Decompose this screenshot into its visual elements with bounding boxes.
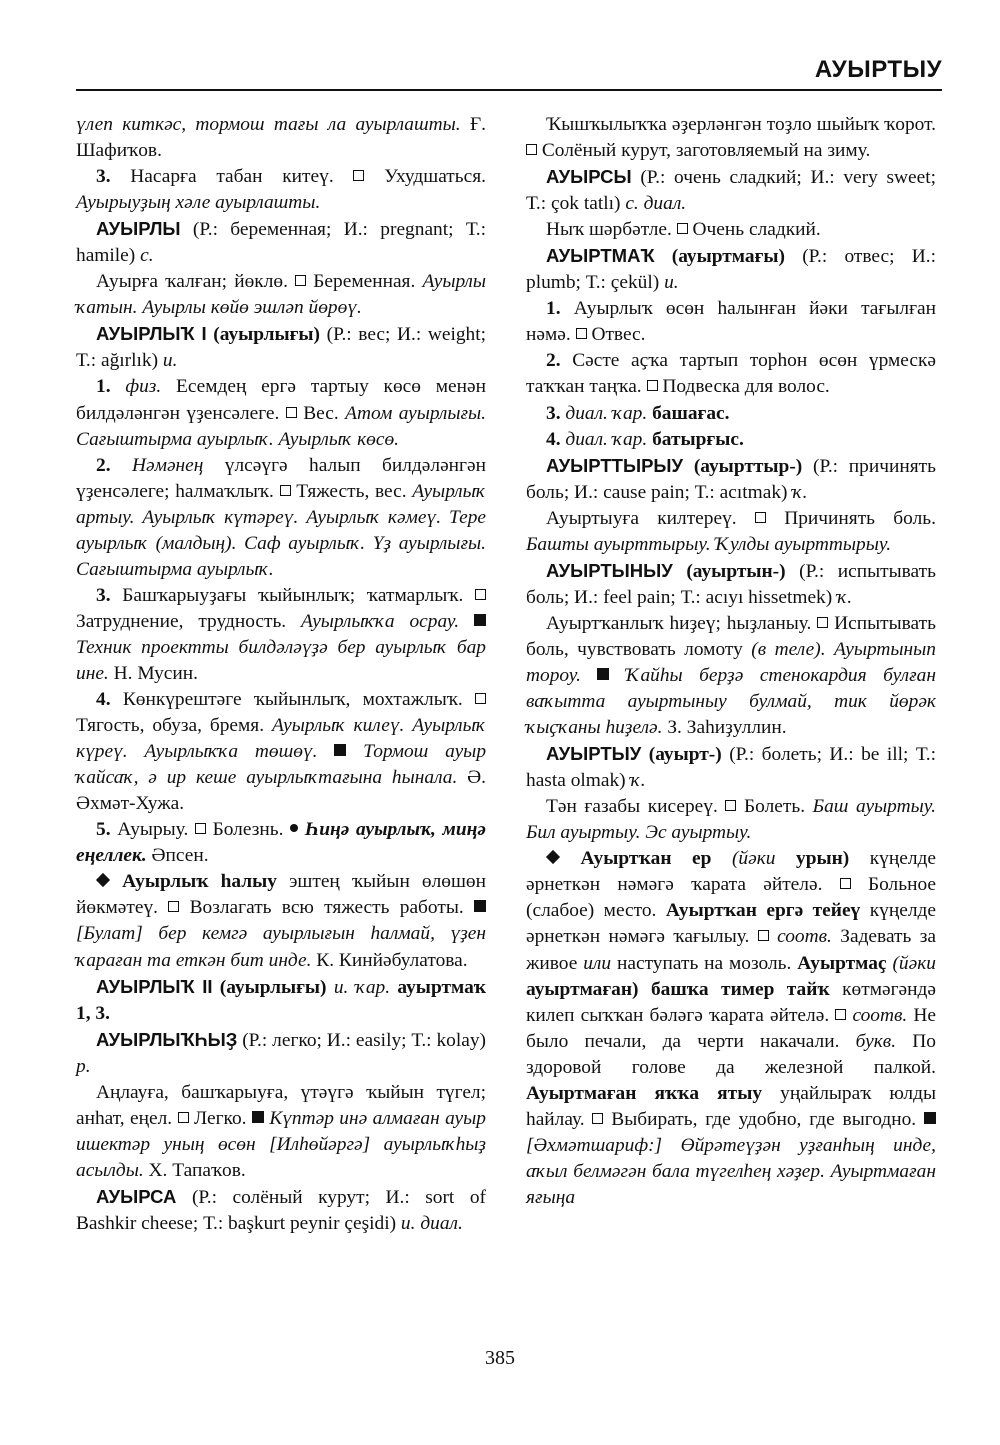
sense-4 bbox=[526, 427, 936, 453]
example-text: Ауырыуҙың хәле ауырлашты. bbox=[76, 192, 321, 214]
headword-form: (ауырлығы) bbox=[219, 976, 327, 998]
translation-marker-icon bbox=[168, 901, 179, 912]
definition: күңелде әрнеткән нәмәгә ҡағылыу. bbox=[526, 900, 936, 948]
translation-marker-icon bbox=[576, 328, 587, 339]
quotation-marker-icon bbox=[474, 614, 486, 626]
sense-1 bbox=[526, 296, 936, 348]
definition: Ауырға ҡалған; йөклө. bbox=[96, 271, 288, 293]
sense-2 bbox=[76, 453, 486, 583]
entry-auyrsa-definition bbox=[526, 112, 936, 164]
usage-label: физ. bbox=[125, 376, 162, 398]
translation: Тяжесть, вес. bbox=[296, 480, 407, 502]
translation: наступать на мозоль. bbox=[616, 952, 792, 974]
translation-marker-icon bbox=[475, 589, 486, 600]
usage-label: соотв. bbox=[777, 926, 832, 948]
definition: Ауырлыҡ өсөн һалынған йәки тағылған нәмә. bbox=[526, 298, 937, 346]
phrase-marker-icon bbox=[546, 850, 560, 864]
part-of-speech: и. bbox=[664, 272, 679, 294]
entry-auyrtyu bbox=[526, 741, 936, 794]
headword: АУЫРЛЫҠ II bbox=[96, 975, 213, 997]
entry-auyrttyryu-definition bbox=[526, 506, 936, 558]
usage-label: соотв. bbox=[852, 1004, 908, 1026]
citation-author: Ә. Әхмәт-Хужа. bbox=[76, 767, 486, 815]
entry-auyrtyu-definition bbox=[526, 794, 936, 846]
translation: Беременная. bbox=[313, 271, 416, 293]
usage-label: или bbox=[583, 952, 612, 974]
definition: Башҡарыуҙағы ҡыйынлыҡ; ҡатмарлыҡ. bbox=[122, 584, 464, 606]
translation-marker-icon bbox=[840, 878, 851, 889]
headword: АУЫРТЫНЫУ bbox=[546, 559, 673, 581]
translation: Больное (слабое) место. bbox=[526, 874, 936, 922]
translation-marker-icon bbox=[592, 1113, 603, 1124]
headword: АУЫРЛЫ bbox=[96, 218, 181, 240]
sense-number: 2. bbox=[96, 454, 111, 476]
definition: Есемдең ергә тартыу көсө менән билдәләнгән үҙенсәлеге. bbox=[76, 376, 486, 424]
translation: Солёный курут, заготовляемый на зиму. bbox=[541, 140, 871, 162]
headword: АУЫРТЫУ bbox=[546, 743, 642, 765]
quotation: [Булат] бер кемгә ауырлығын һалмай, үҙен ҡараған та еткән бит инде. bbox=[76, 923, 486, 971]
page-number: 385 bbox=[485, 1347, 515, 1369]
headword-form: (ауырлығы) bbox=[213, 324, 321, 346]
citation-author: З. Заһиҙуллин. bbox=[667, 717, 787, 739]
phraseology bbox=[76, 869, 486, 973]
definition: Ауыртҡанлыҡ һиҙеү; һыҙланыу. bbox=[546, 612, 812, 634]
phrase: Ауыртҡан ер bbox=[580, 848, 712, 870]
translation-marker-icon bbox=[755, 512, 766, 523]
example-text: Башты ауырттырыу. Ҡулды ауырттырыу. bbox=[526, 533, 892, 555]
phrase-variant-label: (йәки bbox=[892, 952, 936, 974]
phrase: ауыртмаған) башҡа тимер тайҡ bbox=[526, 978, 830, 1000]
cross-reference-label: диал. ҡар. bbox=[565, 402, 648, 424]
phrase-variant: урын) bbox=[796, 848, 850, 870]
translation: Ухудшаться. bbox=[384, 166, 486, 188]
quotation-marker-icon bbox=[252, 1111, 264, 1123]
translation: Очень сладкий. bbox=[692, 219, 821, 241]
part-of-speech: с. bbox=[140, 245, 154, 267]
translation: Возлагать всю тяжесть работы. bbox=[189, 897, 464, 919]
phrase-variant-label: (йәки bbox=[731, 848, 776, 870]
equivalents: (Р.: испытывать боль; И.: feel pain; Т.: acıyı hissetmek) bbox=[526, 560, 936, 608]
running-header: АУЫРТЫУ bbox=[814, 56, 942, 83]
proverb-marker-icon bbox=[290, 824, 298, 832]
translation-marker-icon bbox=[758, 930, 769, 941]
translation-marker-icon bbox=[286, 407, 297, 418]
example-text: Ауырлыҡҡа осрау. bbox=[301, 610, 460, 632]
header-rule bbox=[76, 89, 942, 91]
sense-number: 2. bbox=[546, 350, 561, 372]
definition: Ныҡ шәрбәтле. bbox=[546, 219, 672, 241]
translation: Не было печали, да черти накачали. bbox=[526, 1004, 937, 1052]
definition: Сәсте аҫҡа тартып торһон өсөн үрмескә таҡҡан таңҡа. bbox=[526, 350, 936, 398]
headword-form: (ауырт-) bbox=[648, 744, 722, 766]
sense-number: 5. bbox=[96, 819, 111, 841]
translation-marker-icon bbox=[178, 1112, 189, 1123]
sense-number: 1. bbox=[546, 298, 561, 320]
translation: Отвес. bbox=[591, 324, 646, 346]
cross-reference-label: и. ҡар. bbox=[333, 976, 391, 998]
translation: Тягость, обуза, бремя. bbox=[76, 715, 265, 737]
sense-number: 3. bbox=[96, 166, 111, 188]
definition: Насарға табан китеү. bbox=[130, 166, 334, 188]
entry-auyrlyq-2 bbox=[76, 974, 486, 1027]
part-of-speech: ҡ. bbox=[837, 586, 853, 608]
translation-marker-icon bbox=[677, 223, 688, 234]
part-of-speech: ҡ. bbox=[630, 770, 646, 792]
phrase-marker-icon bbox=[96, 873, 110, 887]
definition: Ауыртыуға килтереү. bbox=[546, 507, 737, 529]
equivalents: (Р.: отвес; И.: plumb; Т.: çekül) bbox=[526, 246, 936, 294]
translation: По здоровой голове да железной палкой. bbox=[526, 1030, 936, 1078]
equivalents: (Р.: вес; И.: weight; Т.: ağırlık) bbox=[76, 324, 487, 372]
entry-auyrtmaq bbox=[526, 243, 936, 296]
translation-marker-icon bbox=[195, 823, 206, 834]
part-of-speech: и. диал. bbox=[400, 1212, 463, 1234]
definition: Ҡышҡылыҡҡа әҙерләнгән тоҙло шыйыҡ ҡорот. bbox=[546, 114, 936, 135]
part-of-speech: с. диал. bbox=[625, 193, 687, 215]
translation-marker-icon bbox=[817, 617, 828, 628]
entry-continuation bbox=[76, 112, 486, 164]
definition: эштең ҡыйын өлөшөн йөкмәтеү. bbox=[76, 871, 486, 919]
equivalents: (Р.: очень сладкий; И.: very sweet; Т.: çok tatlı) bbox=[526, 167, 936, 215]
quotation: Күптәр инә алмаған ауыр ишектәр уның өсөн [Илһөйәргә] ауырлыҡһыҙ асылды. bbox=[76, 1107, 486, 1181]
sense-number: 3. bbox=[546, 402, 561, 424]
translation: Вес. bbox=[303, 402, 339, 424]
translation: Болезнь. bbox=[212, 819, 284, 841]
sense-number: 3. bbox=[96, 584, 111, 606]
headword: АУЫРЛЫҠ I bbox=[96, 323, 207, 345]
translation-marker-icon bbox=[475, 693, 486, 704]
citation-author: Х. Тапаҡов. bbox=[148, 1159, 246, 1181]
entry-auyrtynyu-definition bbox=[526, 611, 936, 741]
part-of-speech: ҡ. bbox=[792, 481, 808, 503]
sense-3 bbox=[526, 401, 936, 427]
phraseology bbox=[526, 846, 936, 1211]
quotation-marker-icon bbox=[597, 668, 609, 680]
entry-auyrlyq-1 bbox=[76, 321, 486, 374]
sense-number: 4. bbox=[546, 428, 561, 450]
headword-form: (ауырттыр-) bbox=[693, 455, 803, 477]
cross-reference: батырғыс. bbox=[652, 428, 744, 450]
headword-form: (ауыртын-) bbox=[686, 560, 786, 582]
sense-3 bbox=[76, 164, 486, 216]
translation-marker-icon bbox=[725, 800, 736, 811]
headword: АУЫРТМАҠ bbox=[546, 245, 655, 267]
citation-author: К. Кинйәбулатова. bbox=[316, 949, 468, 971]
entry-auyrttyryu bbox=[526, 453, 936, 506]
translation-marker-icon bbox=[835, 1009, 846, 1020]
headword-form: (ауыртмағы) bbox=[671, 246, 785, 268]
part-of-speech: и. bbox=[162, 350, 178, 372]
translation: Болеть. bbox=[744, 796, 806, 818]
quotation: Тормош ауыр ҡайсаҡ, ә ир кеше ауырлыҡтағына һынала. bbox=[76, 741, 487, 789]
cross-reference: башағас. bbox=[652, 402, 730, 424]
translation: Затруднение, трудность. bbox=[76, 610, 287, 632]
usage-label: букв. bbox=[855, 1030, 897, 1052]
definition: Ауырыу. bbox=[117, 819, 189, 841]
translation: Причинять боль. bbox=[784, 507, 936, 529]
headword: АУЫРТТЫРЫУ bbox=[546, 454, 684, 476]
entry-auyrly bbox=[76, 216, 486, 269]
phrase: Ауыртҡан ергә тейеү bbox=[665, 900, 861, 922]
translation-marker-icon bbox=[647, 380, 658, 391]
citation-author: Әпсен. bbox=[151, 845, 209, 867]
entry-auyrlyqhyz-definition bbox=[76, 1080, 486, 1184]
entry-auyrsy-definition bbox=[526, 217, 936, 243]
definition: үлсәүгә һалып билдәләнгән үҙенсәлеге; һалмаҡлыҡ. bbox=[76, 454, 486, 502]
sense-number: 1. bbox=[96, 376, 111, 398]
entry-auyrtynyu bbox=[526, 558, 936, 611]
example-text: Атом ауырлығы. Сағыштырма ауырлыҡ. Ауырлыҡ көсө. bbox=[76, 402, 486, 450]
equivalents: (Р.: болеть; И.: be ill; Т.: hasta olmak) bbox=[526, 744, 936, 792]
sense-2 bbox=[526, 348, 936, 400]
equivalents: (Р.: беременная; И.: pregnant; Т.: hamile) bbox=[76, 219, 487, 267]
quotation-marker-icon bbox=[924, 1112, 936, 1124]
part-of-speech: р. bbox=[76, 1055, 91, 1077]
sense-3b bbox=[76, 583, 486, 687]
equivalents: (Р.: легко; И.: easily; Т.: kolay) bbox=[242, 1029, 486, 1051]
example-text: Ауырлыҡ артыу. Ауырлыҡ күтәреү. Ауырлыҡ кәмеү. Тере ауырлыҡ (малдың). Саф ауырлыҡ. Үҙ ауырлығы. Сағыштырма ауырлыҡ. bbox=[76, 480, 486, 580]
example-text: Ауырлы ҡатын. Ауырлы көйө эшләп йөрөү. bbox=[76, 271, 486, 319]
translation-marker-icon bbox=[295, 275, 306, 286]
phrase: Ауырлыҡ һалыу bbox=[122, 871, 277, 893]
sense-1 bbox=[76, 374, 486, 452]
quotation-marker-icon bbox=[334, 744, 346, 756]
quotation: Ҡайһы берҙә стенокардия булған ваҡытта ауыртыныу булмай, тик йөрәк ҡыҫҡаны һиҙелә. bbox=[526, 664, 936, 739]
definition: Тән ғазабы кисереү. bbox=[546, 796, 718, 818]
quotation: Техник проектты билдәләүҙә бер ауырлыҡ бар ине. bbox=[76, 636, 486, 684]
definition: көтмәгәндә килеп сыҡҡан бәләгә ҡарата әйтелә. bbox=[526, 978, 936, 1026]
definition: Көнкүрештәге ҡыйынлыҡ, мохтажлыҡ. bbox=[122, 689, 463, 711]
entry-auyrly-definition bbox=[76, 269, 486, 321]
translation-marker-icon bbox=[526, 144, 537, 155]
translation: Задевать за живое bbox=[526, 926, 936, 974]
right-column bbox=[526, 112, 936, 1211]
definition: Аңлауға, башҡарыуға, үтәүгә ҡыйын түгел; анһат, еңел. bbox=[76, 1081, 486, 1129]
equivalents: (Р.: солёный курут; И.: sort of Bashkir cheese; Т.: başkurt peynir çeşidi) bbox=[76, 1186, 486, 1234]
left-column bbox=[76, 112, 486, 1237]
example-text: (в теле). Ауыртынып тороу. bbox=[526, 638, 936, 686]
example-text: Баш ауыртыу. Бил ауыртыу. Эс ауыртыу. bbox=[526, 796, 936, 844]
translation-marker-icon bbox=[280, 485, 291, 496]
quotation-marker-icon bbox=[474, 900, 486, 912]
translation: Подвеска для волос. bbox=[662, 376, 830, 398]
citation-author: Н. Мусин. bbox=[113, 662, 199, 684]
headword: АУЫРСЫ bbox=[546, 166, 632, 188]
phrase: Ауыртмаҫ bbox=[797, 952, 887, 974]
equivalents: (Р.: причинять боль; И.: cause pain; Т.: acıtmak) bbox=[526, 455, 936, 503]
example-text: Ауырлыҡ килеү. Ауырлыҡ күреү. Ауырлыҡҡа төшөү. bbox=[76, 715, 486, 763]
translation: Испытывать боль, чувствовать ломоту bbox=[526, 612, 936, 660]
entry-auyrsy bbox=[526, 164, 936, 217]
entry-auyrlyqhyz bbox=[76, 1027, 486, 1080]
translation: Выбирать, где удобно, где выгодно. bbox=[611, 1108, 917, 1130]
translation: Легко. bbox=[193, 1107, 247, 1129]
translation-marker-icon bbox=[353, 170, 364, 181]
example-text: үлеп киткәс, тормош тағы ла ауырлашты. bbox=[76, 114, 461, 135]
headword: АУЫРСА bbox=[96, 1185, 177, 1207]
cross-reference-label: диал. ҡар. bbox=[565, 428, 648, 450]
cross-reference: ауыртмаҡ 1, 3. bbox=[76, 976, 486, 1024]
definition: уңайлыраҡ юлды һайлау. bbox=[526, 1082, 936, 1130]
sense-5 bbox=[76, 817, 486, 869]
entry-auyrsa bbox=[76, 1184, 486, 1237]
quotation: [Әхмәтшариф:] Өйрәтеүҙән уҙғанһың инде, аҡыл белмәгән бала түгелһең хәҙер. Ауыртмаған яғыңа bbox=[526, 1134, 936, 1208]
definition: күңелде әрнеткән нәмәгә ҡарата әйтелә. bbox=[526, 848, 937, 896]
sense-4 bbox=[76, 687, 486, 817]
proverb: Һиңә ауырлыҡ, миңә еңеллек. bbox=[76, 819, 486, 867]
headword: АУЫРЛЫҠҺЫҘ bbox=[96, 1028, 238, 1050]
citation-author: Ғ. Шафиҡов. bbox=[76, 114, 486, 162]
phrase: Ауыртмаған яҡҡа ятыу bbox=[526, 1082, 763, 1104]
definition-italic: Нәмәнең bbox=[131, 454, 204, 476]
sense-number: 4. bbox=[96, 689, 111, 711]
